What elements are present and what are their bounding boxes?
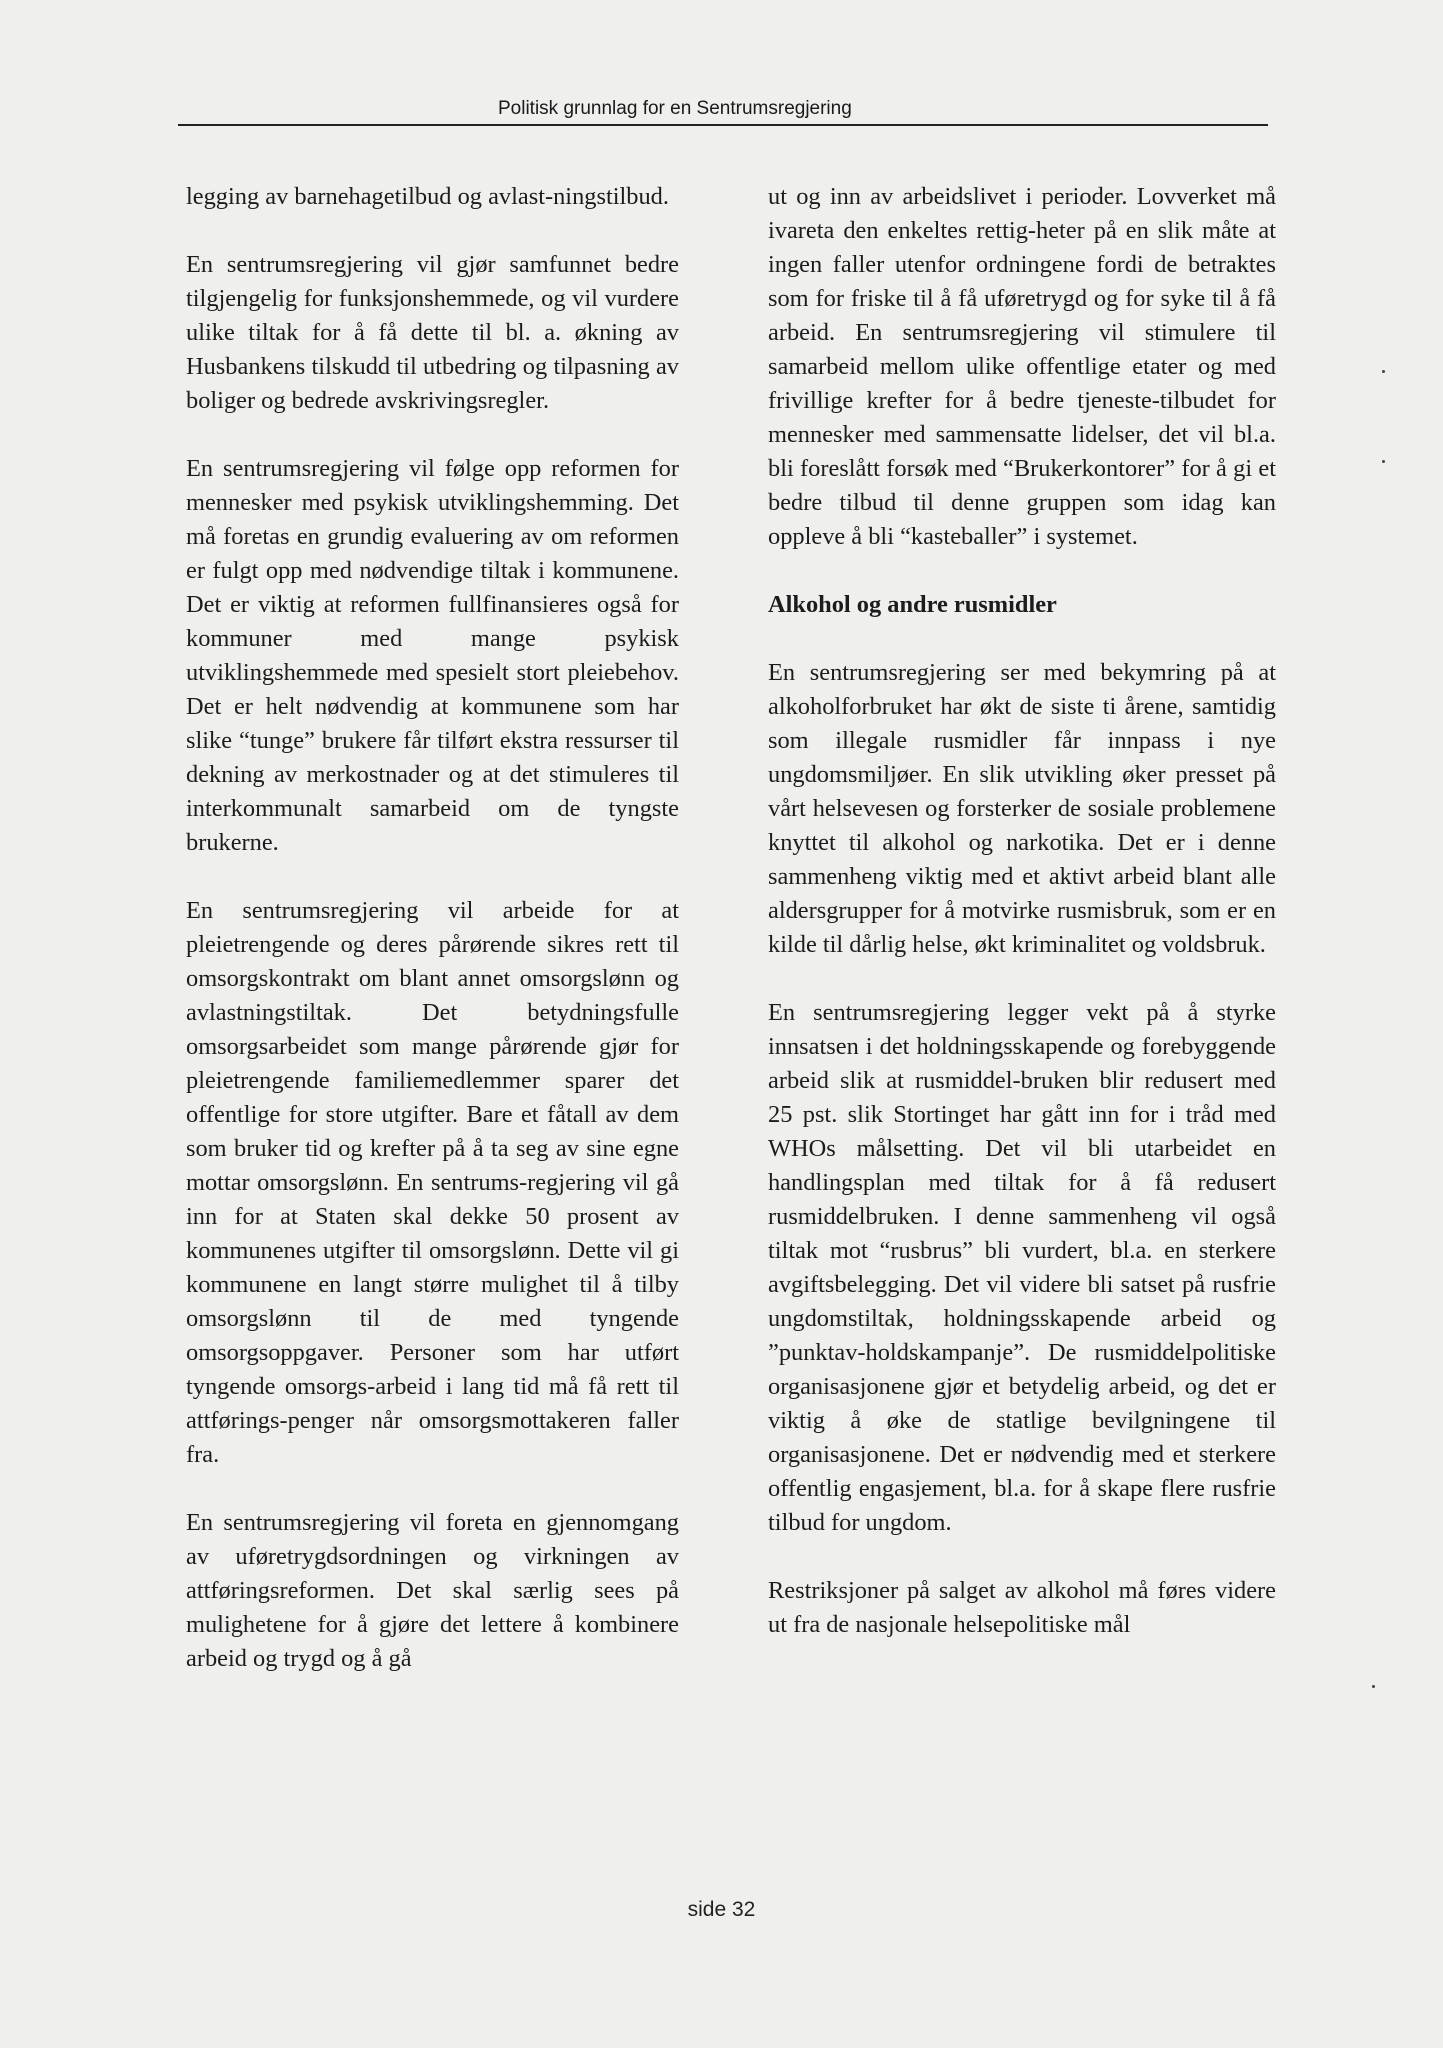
right-column (768, 180, 1276, 1676)
paragraph: legging av barnehagetilbud og avlast-ningstilbud. (186, 183, 669, 210)
paragraph: En sentrumsregjering legger vekt på å styrke innsatsen i det holdningsskapende og forebyggende arbeid slik at rusmiddel-bruken blir redusert med 25 pst. slik Stortinget har gått inn for i tråd med WHOs målsetting. Det vil bli utarbeidet en handlingsplan med tiltak for å få redusert rusmiddelbruken. I denne sammenheng vil også tiltak mot “rusbrus” bli vurdert, bl.a. en sterkere avgiftsbelegging. Det vil videre bli satset på rusfrie ungdomstiltak, holdningsskapende arbeid og ”punktav-holdskampanje”. De rusmiddelpolitiske organisasjonene gjør et betydelig arbeid, og det er viktig å øke de statlige bevilgningene til organisasjonene. Det er nødvendig med et sterkere offentlig engasjement, bl.a. for å skape flere rusfrie tilbud for ungdom. (768, 999, 1276, 1536)
page-number: side 32 (687, 1898, 756, 1921)
paragraph: Restriksjoner på salget av alkohol må føres videre ut fra de nasjonale helsepolitiske mål (768, 1577, 1276, 1638)
section-heading: Alkohol og andre rusmidler (768, 591, 1057, 618)
scan-speck (1382, 460, 1385, 463)
left-column (186, 180, 679, 1710)
header-title: Politisk grunnlag for en Sentrumsregjering (498, 98, 852, 119)
paragraph: En sentrumsregjering vil følge opp reformen for mennesker med psykisk utviklingshemming. Det må foretas en grundig evaluering av om reformen er fulgt opp med nødvendige tiltak i kommunene. Det er viktig at reformen fullfinansieres også for kommuner med mange psykisk utviklingshemmede med spesielt stort pleiebehov. Det er helt nødvendig at kommunene som har slike “tunge” brukere får tilført ekstra ressurser til dekning av merkostnader og at det stimuleres til interkommunalt samarbeid om de tyngste brukerne. (186, 455, 679, 856)
paragraph: En sentrumsregjering ser med bekymring på at alkoholforbruket har økt de siste ti årene, samtidig som illegale rusmidler får innpass i nye ungdomsmiljøer. En slik utvikling øker presset på vårt helsevesen og forsterker de sosiale problemene knyttet til alkohol og narkotika. Det er i denne sammenheng viktig med et aktivt arbeid blant alle aldersgrupper for å motvirke rusmisbruk, som er en kilde til dårlig helse, økt kriminalitet og voldsbruk. (768, 659, 1276, 958)
scan-speck (1372, 1685, 1375, 1688)
scan-speck (1382, 370, 1385, 373)
running-header (178, 98, 1268, 126)
paragraph: En sentrumsregjering vil gjør samfunnet bedre tilgjengelig for funksjonshemmede, og vil vurdere ulike tiltak for å få dette til bl. a. økning av Husbankens tilskudd til utbedring og tilpasning av boliger og bedrede avskrivingsregler. (186, 251, 679, 414)
paragraph: En sentrumsregjering vil arbeide for at pleietrengende og deres pårørende sikres rett til omsorgskontrakt om blant annet omsorgslønn og avlastningstiltak. Det betydningsfulle omsorgsarbeidet som mange pårørende gjør for pleietrengende familiemedlemmer sparer det offentlige for store utgifter. Bare et fåtall av dem som bruker tid og krefter på å ta seg av sine egne mottar omsorgslønn. En sentrums-regjering vil gå inn for at Staten skal dekke 50 prosent av kommunenes utgifter til omsorgslønn. Dette vil gi kommunene en langt større mulighet til å tilby omsorgslønn til de med tyngende omsorgsoppgaver. Personer som har utført tyngende omsorgs-arbeid i lang tid må få rett til attførings-penger når omsorgsmottakeren faller fra. (186, 897, 679, 1468)
paragraph: En sentrumsregjering vil foreta en gjennomgang av uføretrygdsordningen og virkningen av attføringsreformen. Det skal særlig sees på mulighetene for å gjøre det lettere å kombinere arbeid og trygd og å gå (186, 1509, 679, 1672)
paragraph: ut og inn av arbeidslivet i perioder. Lovverket må ivareta den enkeltes rettig-heter på en slik måte at ingen faller utenfor ordningene fordi de betraktes som for friske til å få uføretrygd og for syke til å få arbeid. En sentrumsregjering vil stimulere til samarbeid mellom ulike offentlige etater og med frivillige krefter for å bedre tjeneste-tilbudet for mennesker med sammensatte lidelser, det vil bl.a. bli foreslått forsøk med “Brukerkontorer” for å gi et bedre tilbud til denne gruppen som idag kan oppleve å bli “kasteballer” i systemet. (768, 183, 1276, 550)
